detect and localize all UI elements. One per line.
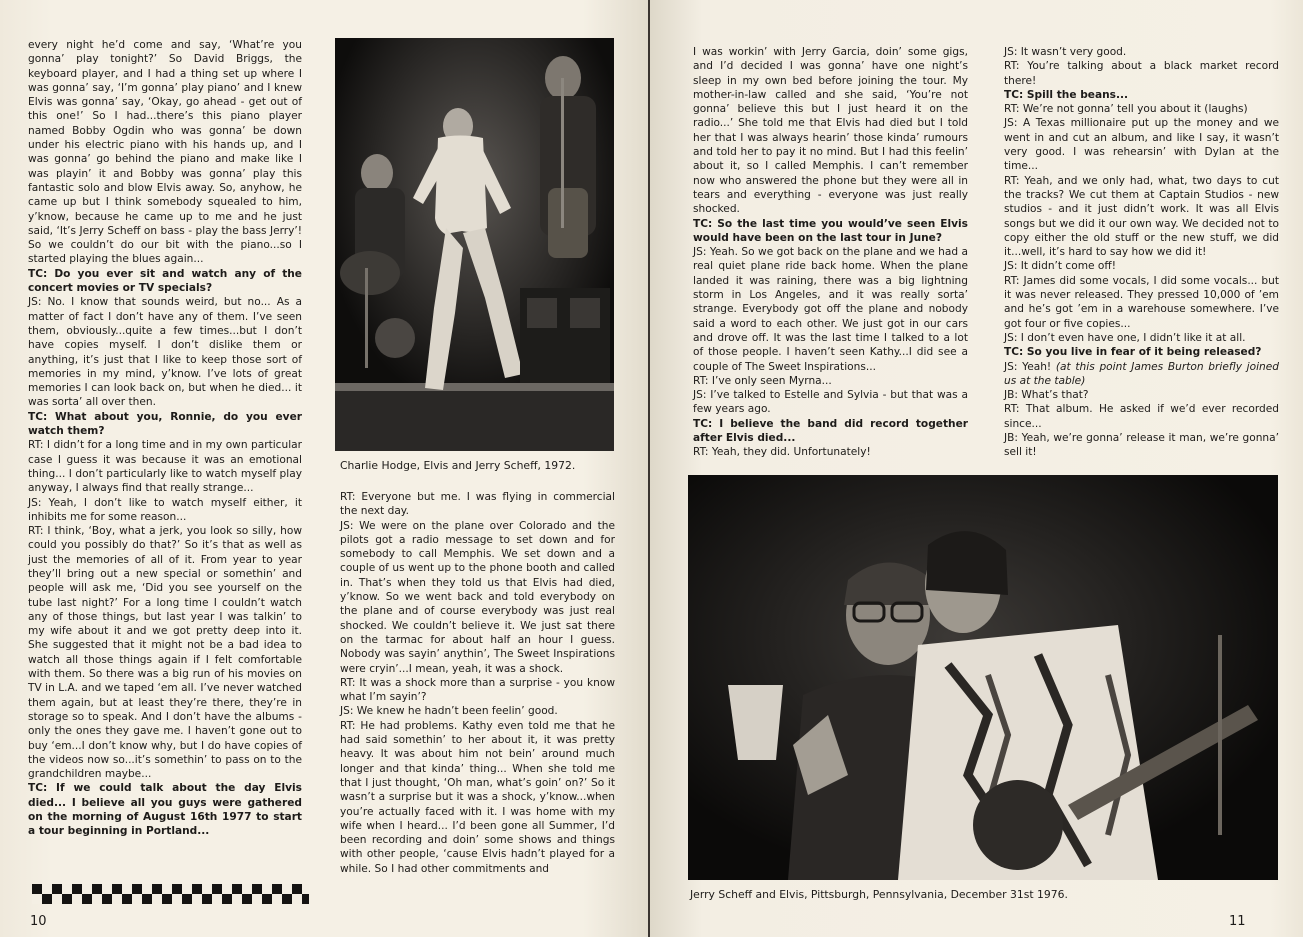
page-number: 11 bbox=[1229, 914, 1246, 929]
checker-square bbox=[142, 894, 152, 904]
interview-paragraph: RT: I didn’t for a long time and in my own particular case I guess it was because it was an emotional thing... I don’t particularly like to watch myself play anyway, I always find that really strange... bbox=[28, 439, 302, 495]
checker-square bbox=[102, 884, 112, 894]
interview-paragraph: RT: It was a shock more than a surprise - you know what I’m sayin’? bbox=[340, 676, 615, 704]
checker-square bbox=[302, 884, 309, 894]
checker-square bbox=[162, 894, 172, 904]
interview-paragraph: JS: It wasn’t very good. bbox=[1004, 46, 1127, 58]
checker-square bbox=[32, 894, 42, 904]
checker-square bbox=[32, 884, 42, 894]
left-text-column-2 bbox=[340, 490, 615, 876]
concert-photo-1972 bbox=[335, 38, 614, 451]
checker-square bbox=[42, 894, 52, 904]
interview-paragraph: JS: We knew he hadn’t been feelin’ good. bbox=[340, 705, 558, 718]
checker-square bbox=[252, 884, 262, 894]
interview-paragraph: JS: Yeah, I don’t like to watch myself either, it inhibits me for some reason... bbox=[28, 496, 302, 523]
checker-square bbox=[232, 894, 242, 904]
checker-square bbox=[132, 894, 142, 904]
checker-square bbox=[52, 894, 62, 904]
interview-paragraph: JB: Yeah, we’re gonna’ release it man, we’re gonna’ sell it! bbox=[1004, 432, 1279, 459]
interview-paragraph: JB: What’s that? bbox=[1004, 389, 1089, 402]
checker-square bbox=[192, 884, 202, 894]
checker-square bbox=[62, 894, 72, 904]
checker-square bbox=[192, 894, 202, 904]
checker-square bbox=[82, 884, 92, 894]
checker-square bbox=[52, 884, 62, 894]
checker-square bbox=[82, 894, 92, 904]
checker-square bbox=[112, 894, 122, 904]
photo-caption: Jerry Scheff and Elvis, Pittsburgh, Pennsylvania, December 31st 1976. bbox=[690, 888, 1068, 901]
checker-square bbox=[222, 884, 232, 894]
interviewer-question: TC: So the last time you would’ve seen Elvis would have been on the last tour in June? bbox=[693, 217, 968, 244]
checker-square bbox=[212, 884, 222, 894]
checker-square bbox=[282, 894, 292, 904]
right-text-column-2 bbox=[1004, 45, 1279, 460]
checker-square bbox=[242, 894, 252, 904]
checker-square bbox=[292, 894, 302, 904]
interview-paragraph bbox=[1004, 360, 1279, 389]
checker-square bbox=[242, 884, 252, 894]
interview-paragraph: JS: I don’t even have one, I didn’t like it at all. bbox=[1004, 331, 1246, 344]
checker-square bbox=[92, 894, 102, 904]
checker-square bbox=[122, 884, 132, 894]
left-page bbox=[0, 0, 648, 937]
interview-paragraph: JS: I’ve talked to Estelle and Sylvia - but that was a few years ago. bbox=[693, 389, 968, 416]
checker-square bbox=[132, 884, 142, 894]
interview-paragraph: RT: That album. He asked if we’d ever recorded since... bbox=[1004, 403, 1279, 430]
right-text-column bbox=[693, 45, 968, 460]
checker-square bbox=[152, 894, 162, 904]
interviewer-question: TC: Do you ever sit and watch any of the concert movies or TV specials? bbox=[28, 267, 302, 295]
interview-paragraph: RT: Yeah, and we only had, what, two days to cut the tracks? We cut them at Captain Studios - new studios - and it just didn’t work. It was all Elvis songs but we did it our own way. We decided not to copy either the old stuff or the new stuff, we did it...well, it’s hard to say how we did it! bbox=[1004, 174, 1279, 259]
interview-paragraph: I was workin’ with Jerry Garcia, doin’ some gigs, and I’d decided I was gonna’ have one night’s sleep in my own bed before joining the tour. My mother-in-law called and she said, ‘You’re not gonna’ believe this but I just heard it on the radio...’ She told me that Elvis had died but I told her that I was always hearin’ those kinda’ rumours and told her to pay it no mind. But I had this feelin’ about it, so I called Memphis. I can’t remember now who answered the phone but they were all in tears and everything - everyone was just really shocked. bbox=[693, 46, 968, 216]
interview-paragraph: RT: James did some vocals, I did some vocals... but it was never released. They pressed 10,000 of ’em and he’s got ’em in a warehouse somewhere. I’ve got four or five copies... bbox=[1004, 274, 1279, 330]
checker-square bbox=[42, 884, 52, 894]
photo-caption: Charlie Hodge, Elvis and Jerry Scheff, 1972. bbox=[340, 459, 576, 472]
page-number: 10 bbox=[30, 914, 47, 929]
interview-paragraph: JS: It didn’t come off! bbox=[1004, 260, 1116, 273]
interview-paragraph: RT: Everyone but me. I was flying in commercial the next day. bbox=[340, 491, 615, 518]
interview-paragraph: RT: You’re talking about a black market record there! bbox=[1004, 60, 1279, 87]
checker-square bbox=[162, 884, 172, 894]
checker-square bbox=[172, 884, 182, 894]
editorial-note: (at this point James Burton briefly joined us at the table) bbox=[1004, 360, 1280, 387]
checker-square bbox=[292, 884, 302, 894]
checker-square bbox=[72, 884, 82, 894]
checker-square bbox=[262, 894, 272, 904]
checker-square bbox=[272, 894, 282, 904]
stage-photo-graphic bbox=[688, 475, 1278, 880]
checker-square bbox=[252, 894, 262, 904]
stage-photo-graphic bbox=[335, 38, 614, 451]
checker-square bbox=[202, 884, 212, 894]
checker-square bbox=[202, 894, 212, 904]
interviewer-question: TC: What about you, Ronnie, do you ever watch them? bbox=[28, 410, 302, 438]
checker-square bbox=[92, 884, 102, 894]
interview-paragraph: every night he’d come and say, ‘What’re you gonna’ play tonight?’ So David Briggs, the keyboard player, and I had a thing set up where I was gonna’ say, ‘I’m gonna’ play piano’ and I knew Elvis was gonna’ say, ‘Okay, go ahead - get out of this one!’ So I had...there’s this piano player named Bobby Ogdin who was gonna’ be down under his electric piano with his hands up, and I was gonna’ go behind the piano and make like I was playin’ it and Bobby was gonna’ play this fantastic solo and blow Elvis away. So, anyhow, he came up but I think somebody squealed to him, y’know, because he came up to me and he just said, ‘It’s Jerry Scheff on bass - play the bass Jerry’! So we couldn’t do our bit with the piano...so I started playing the blues again... bbox=[28, 39, 302, 266]
right-page bbox=[650, 0, 1303, 937]
checker-square bbox=[62, 884, 72, 894]
checker-square bbox=[232, 884, 242, 894]
interview-paragraph: RT: We’re not gonna’ tell you about it (laughs) bbox=[1004, 103, 1248, 116]
checker-square bbox=[222, 894, 232, 904]
checker-square bbox=[102, 894, 112, 904]
checkerboard-divider bbox=[32, 884, 309, 904]
checker-square bbox=[122, 894, 132, 904]
interview-paragraph: RT: I’ve only seen Myrna... bbox=[693, 374, 832, 387]
interviewer-question: TC: So you live in fear of it being released? bbox=[1004, 346, 1262, 359]
concert-photo-1976 bbox=[688, 475, 1278, 880]
interviewer-question: TC: I believe the band did record together after Elvis died... bbox=[693, 417, 968, 445]
checker-square bbox=[272, 884, 282, 894]
interview-paragraph: JS: We were on the plane over Colorado and the pilots got a radio message to set down and for somebody to call Memphis. We set down and a couple of us went up to the phone booth and called in. That’s when they told us that Elvis had died, y’know. So we went back and told everybody on the plane and of course everybody was just real shocked. We couldn’t believe it. We just sat there on the tarmac for about half an hour I guess. Nobody was sayin’ anythin’, The Sweet Inspirations were cryin’...I mean, yeah, it was a shock. bbox=[340, 519, 615, 675]
checker-square bbox=[112, 884, 122, 894]
interview-paragraph: JS: Yeah. So we got back on the plane and we had a real quiet plane ride back home. When the plane landed it was raining, there was a big lightning storm in Los Angeles, and it was really sorta’ strange. Everybody got off the plane and nobody said a word to each other. We just got in our cars and drove off. It was the last time I talked to a lot of those people. I haven’t seen Kathy...I did see a couple of The Sweet Inspirations... bbox=[693, 246, 968, 373]
checker-square bbox=[182, 884, 192, 894]
checker-square bbox=[262, 884, 272, 894]
left-text-column bbox=[28, 38, 302, 839]
interviewer-question: TC: If we could talk about the day Elvis died... I believe all you guys were gathered on the morning of August 16th 1977 to start a tour beginning in Portland... bbox=[28, 782, 302, 838]
checker-square bbox=[282, 884, 292, 894]
interview-paragraph: JS: No. I know that sounds weird, but no... As a matter of fact I don’t have any of them. I’ve seen them, obviously...quite a few times...but I don’t have copies myself. I don’t dislike them or anything, it’s just that I like to keep those sort of memories in my mind, y’know. I’ve lots of great memories I can look back on, but when he died... it was sorta’ all over then. bbox=[28, 296, 302, 409]
checker-square bbox=[152, 884, 162, 894]
interviewer-question: TC: Spill the beans... bbox=[1004, 88, 1129, 101]
interview-paragraph: RT: Yeah, they did. Unfortunately! bbox=[693, 446, 871, 459]
paragraph-text: JS: Yeah! bbox=[1004, 360, 1056, 373]
checker-square bbox=[142, 884, 152, 894]
interview-paragraph: RT: I think, ‘Boy, what a jerk, you look so silly, how could you possibly do that?’ So it’s that as well as just the memories of all of it. From year to year they’ll bring out a new special or somethin’ and people will ask me, ‘Did you see yourself on the tube last night?’ For a long time I couldn’t watch any of those things, but last year I was talkin’ to my wife about it and we got pretty deep into it. She suggested that it might not be a bad idea to watch all those things again if I felt comfortable with them. So there was a big run of his movies on TV in L.A. and we taped ‘em all. I’ve never watched them again, but at least they’re there, they’re in storage so to speak. And I don’t have the albums - only the ones they gave me. I haven’t gone out to buy ‘em...I don’t know why, but I do have copies of the videos now so...it’s somethin’ to pass on to the grandchildren maybe... bbox=[28, 525, 302, 781]
interview-paragraph: RT: He had problems. Kathy even told me that he had said somethin’ to her about it, it was pretty heavy. It was about him not bein’ around much longer and that kinda’ thing... When she told me that I just thought, ‘Oh man, what’s goin’ on?’ So it wasn’t a surprise but it was a shock, y’know...when you’re actually faced with it. I was home with my wife when I heard... I’d been gone all Summer, I’d been recording and doin’ some shows and things with other people, ‘cause Elvis hadn’t played for a while. So I had other commitments and bbox=[340, 719, 615, 875]
checker-square bbox=[172, 894, 182, 904]
interview-paragraph: JS: A Texas millionaire put up the money and we went in and cut an album, and like I say, it wasn’t very good. I was rehearsin’ with Dylan at the time... bbox=[1004, 117, 1279, 173]
checker-square bbox=[182, 894, 192, 904]
checker-square bbox=[72, 894, 82, 904]
checker-square bbox=[212, 894, 222, 904]
checker-square bbox=[302, 894, 309, 904]
